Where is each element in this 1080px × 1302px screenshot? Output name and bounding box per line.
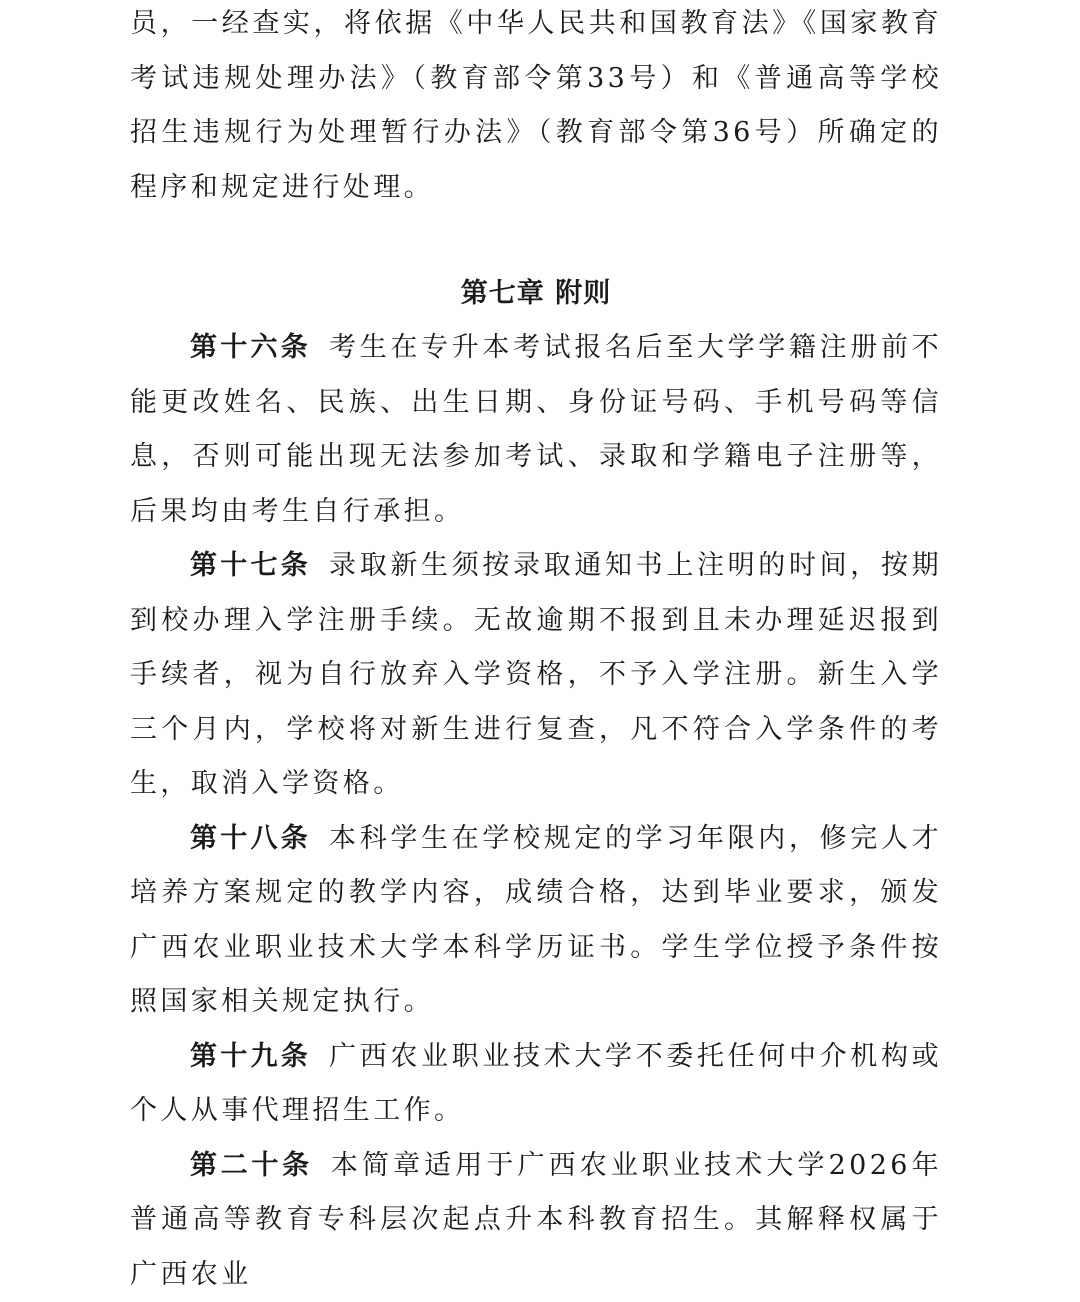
article-label: 第十九条 xyxy=(190,1041,311,1072)
article-paragraph-20 xyxy=(130,1139,942,1302)
article-label: 第十六条 xyxy=(190,332,311,363)
article-text: 本简章适用于广西农业职业技术大学2026年普通高等教育专科层次起点升本科教育招生。其解释权属于广西农业 xyxy=(130,1150,942,1290)
article-paragraph-16 xyxy=(130,321,942,539)
article-paragraph-19 xyxy=(130,1030,942,1139)
article-text: 广西农业职业技术大学不委托任何中介机构或个人从事代理招生工作。 xyxy=(130,1041,942,1127)
document-page xyxy=(130,0,942,1302)
article-paragraph-18 xyxy=(130,812,942,1030)
continuation-paragraph: 员，一经查实，将依据《中华人民共和国教育法》《国家教育考试违规处理办法》（教育部令第33号）和《普通高等学校招生违规行为处理暂行办法》（教育部令第36号）所确定的程序和规定进行处理。 xyxy=(130,0,942,215)
article-label: 第十八条 xyxy=(190,823,311,854)
article-text: 录取新生须按录取通知书上注明的时间，按期到校办理入学注册手续。无故逾期不报到且未办理延迟报到手续者，视为自行放弃入学资格，不予入学注册。新生入学三个月内，学校将对新生进行复查，凡不符合入学条件的考生，取消入学资格。 xyxy=(130,550,942,799)
article-label: 第二十条 xyxy=(190,1150,313,1181)
article-text: 考生在专升本考试报名后至大学学籍注册前不能更改姓名、民族、出生日期、身份证号码、手机号码等信息，否则可能出现无法参加考试、录取和学籍电子注册等，后果均由考生自行承担。 xyxy=(130,332,942,527)
chapter-title: 第七章 附则 xyxy=(130,267,942,321)
article-text: 本科学生在学校规定的学习年限内，修完人才培养方案规定的教学内容，成绩合格，达到毕业要求，颁发广西农业职业技术大学本科学历证书。学生学位授予条件按照国家相关规定执行。 xyxy=(130,823,942,1018)
article-paragraph-17 xyxy=(130,539,942,812)
article-label: 第十七条 xyxy=(190,550,311,581)
